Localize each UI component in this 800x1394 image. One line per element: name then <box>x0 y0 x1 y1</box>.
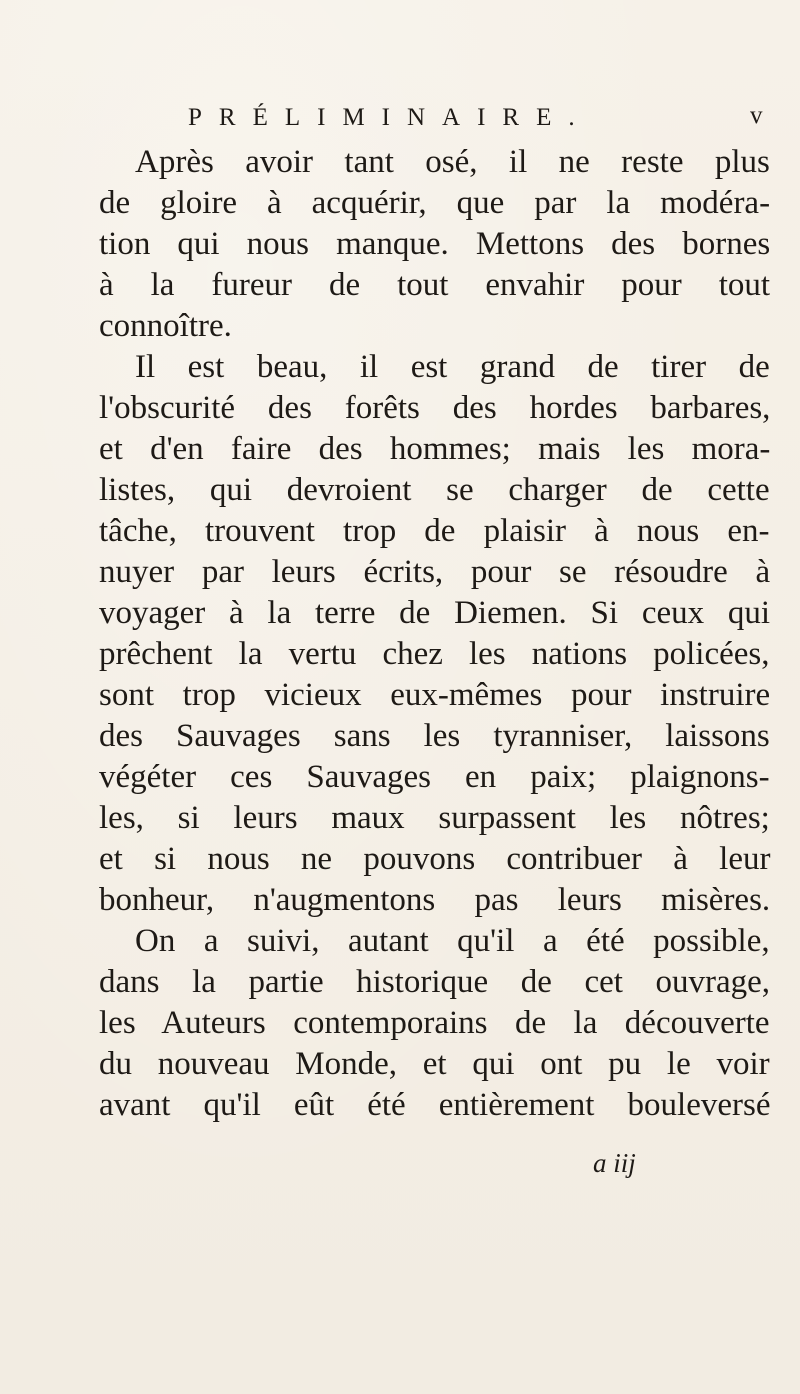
text-line: de gloire à acquérir, que par la modéra- <box>99 185 771 221</box>
text-line: les, si leurs maux surpassent les nôtres; <box>99 800 770 836</box>
running-head-title: PRÉLIMINAIRE. <box>188 104 592 131</box>
text-line: Après avoir tant osé, il ne reste plus <box>135 144 770 180</box>
text-line: tion qui nous manque. Mettons des bornes <box>99 226 771 262</box>
text-line: végéter ces Sauvages en paix; plaignons- <box>99 759 770 795</box>
text-line: bonheur, n'augmentons pas leurs misères. <box>99 882 771 918</box>
text-line: et si nous ne pouvons contribuer à leur <box>99 841 771 877</box>
text-line: du nouveau Monde, et qui ont pu le voir <box>99 1046 770 1082</box>
signature-mark: a iij <box>593 1148 636 1178</box>
text-line: voyager à la terre de Diemen. Si ceux qui <box>99 595 771 631</box>
text-line: connoître. <box>99 308 232 344</box>
text-line: prêchent la vertu chez les nations policées, <box>99 636 770 672</box>
text-line: avant qu'il eût été entièrement bouleversé <box>99 1087 771 1123</box>
text-line: tâche, trouvent trop de plaisir à nous en- <box>99 513 770 549</box>
running-head <box>0 100 800 140</box>
text-line: Il est beau, il est grand de tirer de <box>135 349 770 385</box>
text-line: à la fureur de tout envahir pour tout <box>99 267 771 303</box>
text-line: On a suivi, autant qu'il a été possible, <box>135 923 770 959</box>
text-line: dans la partie historique de cet ouvrage, <box>99 964 771 1000</box>
text-line: l'obscurité des forêts des hordes barbares, <box>99 390 771 426</box>
text-line: et d'en faire des hommes; mais les mora- <box>99 431 771 467</box>
page-number: v <box>750 102 763 129</box>
text-line: les Auteurs contemporains de la découverte <box>99 1005 770 1041</box>
text-line: sont trop vicieux eux-mêmes pour instruire <box>99 677 771 713</box>
text-line: des Sauvages sans les tyranniser, laissons <box>99 718 770 754</box>
text-line: nuyer par leurs écrits, pour se résoudre à <box>99 554 771 590</box>
text-line: listes, qui devroient se charger de cette <box>99 472 770 508</box>
